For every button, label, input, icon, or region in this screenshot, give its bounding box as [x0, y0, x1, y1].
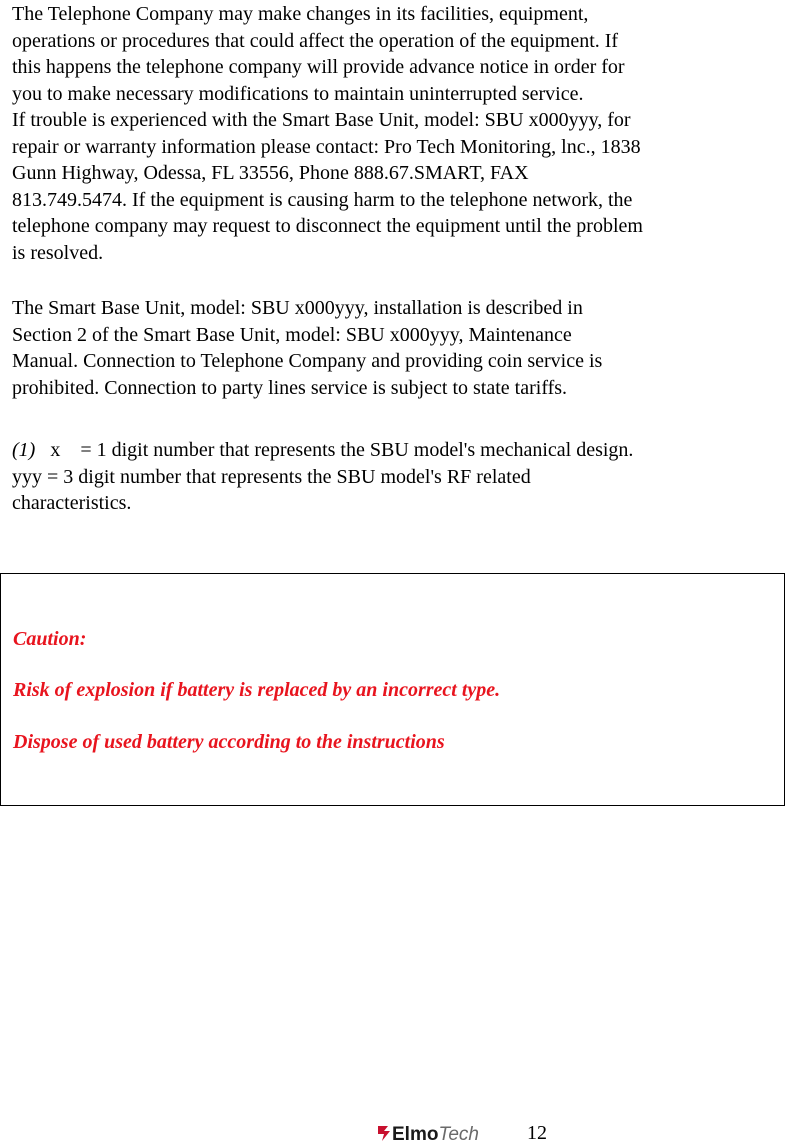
paragraph-installation — [12, 295, 782, 401]
caution-title: Caution: — [13, 628, 87, 650]
text-line: is resolved. — [12, 241, 104, 264]
logo-mark-icon — [378, 1126, 390, 1141]
paragraph-telephone-company — [12, 1, 782, 266]
footnote-number: (1) — [12, 439, 36, 461]
footnote-text: x = 1 digit number that represents the SBU model's mechanical design. — [35, 439, 634, 461]
logo-text-tech: Tech — [438, 1124, 479, 1145]
caution-disposal-instruction: Dispose of used battery according to the instructions — [13, 731, 445, 753]
text-line: you to make necessary modifications to maintain uninterrupted service. — [12, 82, 584, 105]
caution-explosion-warning: Risk of explosion if battery is replaced by an incorrect type. — [13, 679, 501, 701]
text-line: prohibited. Connection to party lines service is subject to state tariffs. — [12, 376, 568, 399]
text-line: Manual. Connection to Telephone Company and providing coin service is — [12, 350, 603, 372]
footnote-model-codes — [12, 437, 782, 517]
text-line: repair or warranty information please contact: Pro Tech Monitoring, lnc., 1838 — [12, 135, 641, 158]
caution-box — [0, 573, 785, 806]
footnote-line: characteristics. — [12, 492, 132, 514]
text-line: this happens the telephone company will provide advance notice in order for — [12, 56, 625, 78]
svg-text:ElmoTech — [392, 1124, 479, 1145]
text-line: operations or procedures that could affect the operation of the equipment. If — [12, 29, 619, 52]
footnote-line: yyy = 3 digit number that represents the SBU model's RF related — [12, 465, 531, 488]
text-line: The Telephone Company may make changes in its facilities, equipment, — [12, 3, 589, 25]
text-line: Gunn Highway, Odessa, FL 33556, Phone 888.67.SMART, FAX — [12, 162, 529, 184]
text-line: 813.749.5474. If the equipment is causing harm to the telephone network, the — [12, 188, 633, 211]
text-line: Section 2 of the Smart Base Unit, model: SBU x000yyy, Maintenance — [12, 323, 572, 346]
elmotech-logo — [376, 1121, 506, 1145]
logo-text-elmo: Elmo — [392, 1124, 439, 1145]
text-line: telephone company may request to disconnect the equipment until the problem — [12, 215, 643, 237]
text-line: The Smart Base Unit, model: SBU x000yyy, installation is described in — [12, 297, 583, 319]
page-number: 12 — [527, 1122, 547, 1144]
footnote-line — [12, 437, 782, 464]
text-line: If trouble is experienced with the Smart Base Unit, model: SBU x000yyy, for — [12, 109, 631, 131]
